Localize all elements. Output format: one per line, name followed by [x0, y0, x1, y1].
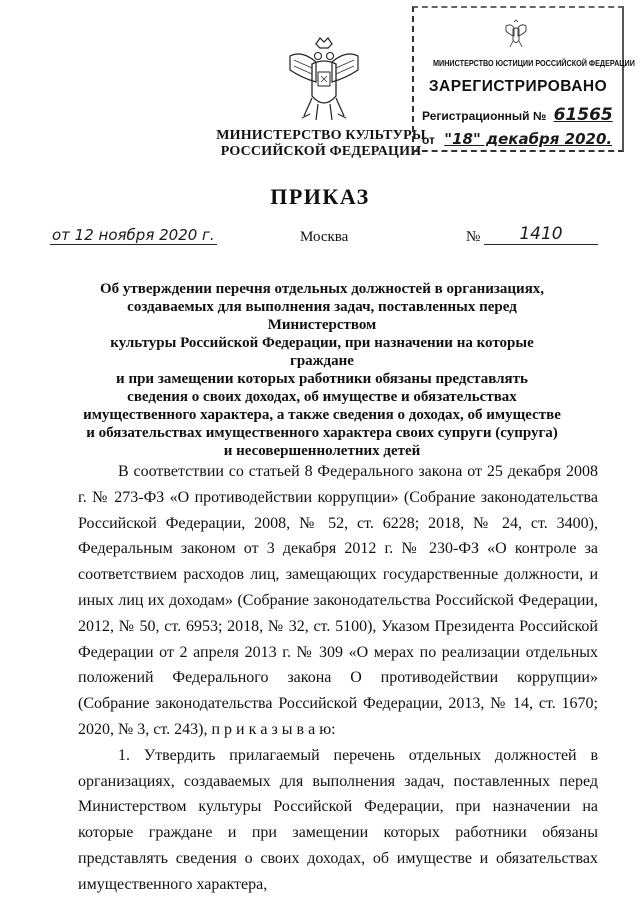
heading-line: сведения о своих доходах, об имуществе и обязательствах — [127, 389, 517, 405]
stamp-registration-date — [422, 130, 612, 148]
preamble-paragraph: В соответствии со статьей 8 Федерального закона от 25 декабря 2008 г. № 273-ФЗ «О противодействии коррупции» (Собрание законодательства Российской Федерации, 2008, № 52, ст. 6228; 2018, № 24, ст. 3400), Федеральным законом от 3 декабря 2012 г. № 230-ФЗ «О контроле за соответствием расходов лиц, замещающих государственные должности, и иных лиц их доходам» (Собрание законодательства Российской Федерации, 2012, № 50, ст. 6953; 2018, № 32, ст. 5100), Указом Президента Российской Федерации от 2 апреля 2013 г. № 309 «О мерах по реализации отдельных положений Федерального закона О противодействии коррупции» (Собрание законодательства Российской Федерации, 2013, № 14, ст. 1670; 2020, № 3, ст. 243), п р и к а з ы в а ю: — [78, 463, 598, 738]
order-date-handwritten: от 12 ноября 2020 г. — [52, 226, 215, 244]
coat-of-arms-emblem — [282, 34, 366, 130]
stamp-emblem-icon — [502, 18, 530, 50]
heading-line: создаваемых для выполнения задач, поставленных перед Министерством — [127, 299, 517, 333]
heading-line: и обязательствах имущественного характера своих супруги (супруга) — [86, 425, 558, 441]
heading-line: и при замещении которых работники обязаны представлять — [116, 371, 528, 387]
order-number-label: № — [466, 229, 481, 245]
stamp-reg-label: Регистрационный № — [422, 109, 547, 123]
document-title: ПРИКАЗ — [270, 184, 370, 209]
stamp-date-prefix: от — [422, 133, 435, 147]
order-body — [78, 459, 598, 898]
stamp-date-handwritten: "18" декабря 2020. — [444, 130, 613, 148]
heading-line: культуры Российской Федерации, при назначении на которые граждане — [110, 335, 534, 369]
stamp-ministry-name: МИНИСТЕРСТВО ЮСТИЦИИ РОССИЙСКОЙ ФЕДЕРАЦИИ — [433, 58, 635, 68]
heading-line: имущественного характера, а также сведения о доходах, об имуществе — [83, 407, 561, 423]
issuing-ministry — [196, 128, 446, 160]
heading-line: и несовершеннолетних детей — [223, 443, 421, 459]
stamp-reg-number-handwritten: 61565 — [553, 105, 613, 125]
order-number-handwritten: 1410 — [484, 224, 598, 245]
stamp-registration-number — [422, 105, 613, 125]
clause-1-paragraph: 1. Утвердить прилагаемый перечень отдельных должностей в организациях, создаваемых для выполнения задач, поставленных перед Министерством культуры Российской Федерации, при назначении на которые граждане и при замещении которых работники обязаны представлять сведения о своих доходах, об имуществе и обязательствах имущественного характера, — [78, 746, 598, 893]
heading-line: Об утверждении перечня отдельных должностей в организациях, — [99, 281, 545, 297]
order-city: Москва — [300, 229, 349, 245]
registration-stamp — [412, 6, 635, 152]
ministry-line-1: МИНИСТЕРСТВО КУЛЬТУРЫ — [216, 128, 426, 143]
ministry-line-2: РОССИЙСКОЙ ФЕДЕРАЦИИ — [220, 144, 422, 159]
order-heading — [80, 280, 564, 460]
stamp-status: ЗАРЕГИСТРИРОВАНО — [428, 78, 608, 95]
